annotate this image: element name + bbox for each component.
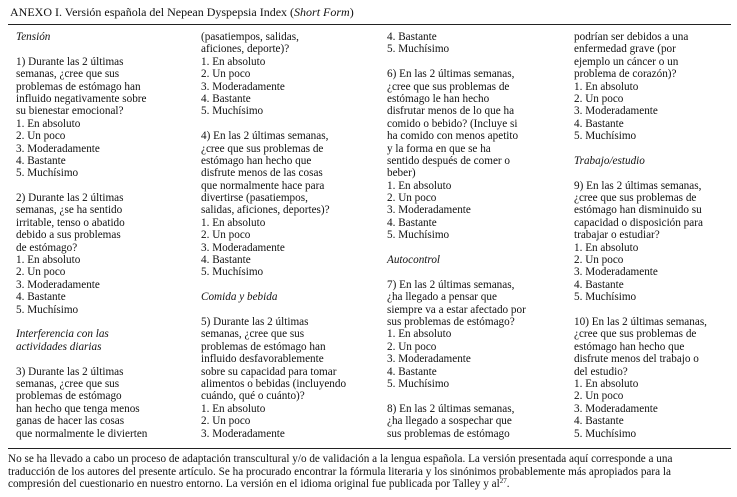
spacer [201,118,376,130]
text-line: 3. Moderadamente [201,241,285,254]
text-line: problemas de estómago han [201,340,326,353]
text-line: problemas de estómago han [16,80,141,93]
column-3 [387,31,562,440]
text-line: 3. Moderadamente [574,266,658,279]
section-heading: Interferencia con las [16,328,109,341]
bottom-rule [8,448,731,449]
text-line: divertirse (pasatiempos, [201,192,308,205]
text-line: estómago han hecho que [201,154,312,167]
footnote-end: . [506,478,510,491]
text-line: capacidad o disposición para [574,216,703,229]
spacer [16,180,191,192]
text-line: sus problemas de estómago? [387,315,515,328]
text-line: 8) En las 2 últimas semanas, [387,402,515,415]
text-line: 5. Muchísimo [201,266,264,279]
text-line: 1. En absoluto [201,402,266,415]
text-line: comido o bebido? (Incluye si [387,117,518,130]
text-line: ¿ha llegado a pensar que [387,291,497,304]
text-line: 5. Muchísimo [16,303,79,316]
spacer [16,316,191,328]
text-line: estómago le han hecho [387,92,490,105]
text-line: influido desfavorablemente [201,353,324,366]
title-italic: Short Form [294,5,350,19]
text-line: 5. Muchísimo [574,427,637,440]
text-line: 5. Muchísimo [201,105,264,118]
text-line: 2. Un poco [574,390,624,403]
title-text: ANEXO I. Versión española del Nepean Dyspepsia Index ( [10,5,295,19]
text-line: 9) En las 2 últimas semanas, [574,179,702,192]
text-line: 10) En las 2 últimas semanas, [574,315,707,328]
text-line: 2. Un poco [201,415,251,428]
text-line: 2. Un poco [387,192,437,205]
text-line: disfrute menos de las cosas [201,167,323,180]
text-line: 3. Moderadamente [16,278,100,291]
footnote-line-3 [8,478,733,491]
footnote-line-1: No se ha llevado a cabo un proceso de adaptación transcultural y/o de validación a la lengua española. La versión presentada aquí corresponde a una [8,453,673,465]
text-line: 3. Moderadamente [16,142,100,155]
text-line: enfermedad grave (por [574,43,676,56]
text-line: sentido después de comer o [387,154,511,167]
section-heading: Trabajo/estudio [574,154,645,167]
text-line: 1) Durante las 2 últimas [16,55,124,68]
text-line: 4. Bastante [574,117,624,130]
text-line: 2. Un poco [387,340,437,353]
text-line: salidas, aficiones, deportes)? [201,204,330,217]
text-line: del estudio? [574,365,628,378]
text-line: 4) En las 2 últimas semanas, [201,130,329,143]
spacer [201,279,376,291]
text-line: 3. Moderadamente [387,204,471,217]
text-line: debido a sus problemas [16,229,121,242]
text-line: que normalmente le divierten [16,427,148,440]
text-line: 2. Un poco [201,68,251,81]
text-line: estómago han disminuido su [574,204,702,217]
text-line: (pasatiempos, salidas, [201,31,299,43]
spacer [201,304,376,316]
text-line: semanas, ¿cree que sus [16,377,120,390]
spacer [387,56,562,68]
spacer [16,43,191,55]
spacer [574,167,737,179]
text-line: aficiones, deporte)? [201,43,290,56]
text-line: 6) En las 2 últimas semanas, [387,68,515,81]
reference-superscript: 27 [499,477,507,486]
text-line: 3. Moderadamente [574,402,658,415]
text-line: 4. Bastante [574,278,624,291]
text-line: 5. Muchísimo [574,130,637,143]
spacer [387,266,562,278]
text-line: ¿cree que sus problemas de [574,192,697,205]
text-line: 4. Bastante [201,254,251,267]
text-line: 1. En absoluto [574,80,639,93]
text-line: 1. En absoluto [387,328,452,341]
text-line: 4. Bastante [201,92,251,105]
footnote [8,453,733,491]
spacer [387,390,562,402]
document-title [10,5,354,19]
text-line: 3. Moderadamente [574,105,658,118]
section-heading: actividades diarias [16,340,102,353]
text-line: influido negativamente sobre [16,92,147,105]
text-line: 1. En absoluto [574,241,639,254]
text-line: 4. Bastante [387,365,437,378]
text-line: 4. Bastante [387,216,437,229]
text-line: ¿cree que sus problemas de [574,328,697,341]
text-line: 3. Moderadamente [201,80,285,93]
text-line: 4. Bastante [387,31,437,43]
spacer [387,242,562,254]
text-line: podrían ser debidos a una [574,31,689,43]
footnote-line-3-text: compresión del cuestionario en nuestro entorno. La versión en el idioma original fue publicada por Talley y al [8,478,500,491]
section-heading: Autocontrol [387,254,441,267]
text-line: 1. En absoluto [387,179,452,192]
text-line: alimentos o bebidas (incluyendo [201,377,347,390]
text-line: 2. Un poco [16,266,66,279]
text-line: semanas, ¿cree que sus [201,328,305,341]
spacer [574,143,737,155]
text-line: ganas de hacer las cosas [16,415,125,428]
text-line: disfrute menos del trabajo o [574,353,699,366]
text-line: sus problemas de estómago [387,427,510,440]
text-line: semanas, ¿se ha sentido [16,204,123,217]
text-line: 5. Muchísimo [387,229,450,242]
text-line: ¿cree que sus problemas de [201,142,324,155]
text-line: 1. En absoluto [16,117,81,130]
text-line: 2. Un poco [574,254,624,267]
text-line: 1. En absoluto [201,55,266,68]
text-line: 3. Moderadamente [387,353,471,366]
text-line: de estómago? [16,241,78,254]
text-line: ¿ha llegado a sospechar que [387,415,512,428]
text-line: beber) [387,167,416,180]
text-line: ¿cree que sus problemas de [387,80,510,93]
text-line: 3) Durante las 2 últimas [16,365,124,378]
text-line: trabajar o estudiar? [574,229,660,242]
text-line: ha comido con menos apetito [387,130,519,143]
spacer [16,353,191,365]
text-line: 4. Bastante [574,415,624,428]
text-line: 1. En absoluto [16,254,81,267]
text-line: ejemplo un cáncer o un [574,55,679,68]
text-line: 5) Durante las 2 últimas [201,315,309,328]
text-line: su bienestar emocional? [16,105,124,118]
text-line: y la forma en que se ha [387,142,491,155]
text-line: han hecho que tenga menos [16,402,140,415]
text-line: semanas, ¿cree que sus [16,68,120,81]
text-line: disfrutar menos de lo que ha [387,105,515,118]
column-1 [16,31,191,440]
text-line: 2. Un poco [16,130,66,143]
text-line: 5. Muchísimo [16,167,79,180]
text-line: que normalmente hace para [201,179,325,192]
text-line: 2. Un poco [574,92,624,105]
text-line: estómago han hecho que [574,340,685,353]
text-line: cuándo, qué o cuánto)? [201,390,305,403]
spacer [574,304,737,316]
text-line: 2. Un poco [201,229,251,242]
text-line: 4. Bastante [16,291,66,304]
text-line: problema de corazón)? [574,68,677,81]
text-line: 5. Muchísimo [387,43,450,56]
column-4 [574,31,737,440]
text-line: 4. Bastante [16,154,66,167]
text-line: siempre va a estar afectado por [387,303,526,316]
column-2 [201,31,376,440]
text-line: 3. Moderadamente [201,427,285,440]
text-line: 7) En las 2 últimas semanas, [387,278,515,291]
footnote-line-2: traducción de los autores del presente artículo. Se ha procurado encontrar la fórmula literaria y los sinónimos probablemente más apropiados para la [8,465,671,478]
section-heading: Tensión [16,31,51,43]
top-rule [8,24,731,25]
text-line: sobre su capacidad para tomar [201,365,337,378]
text-line: 1. En absoluto [574,377,639,390]
text-line: 5. Muchísimo [574,291,637,304]
text-line: 2) Durante las 2 últimas [16,192,124,205]
title-close: ) [349,5,354,19]
text-line: 5. Muchísimo [387,377,450,390]
section-heading: Comida y bebida [201,291,278,304]
text-line: irritable, tenso o abatido [16,216,125,229]
text-line: problemas de estómago [16,390,122,403]
text-line: 1. En absoluto [201,216,266,229]
